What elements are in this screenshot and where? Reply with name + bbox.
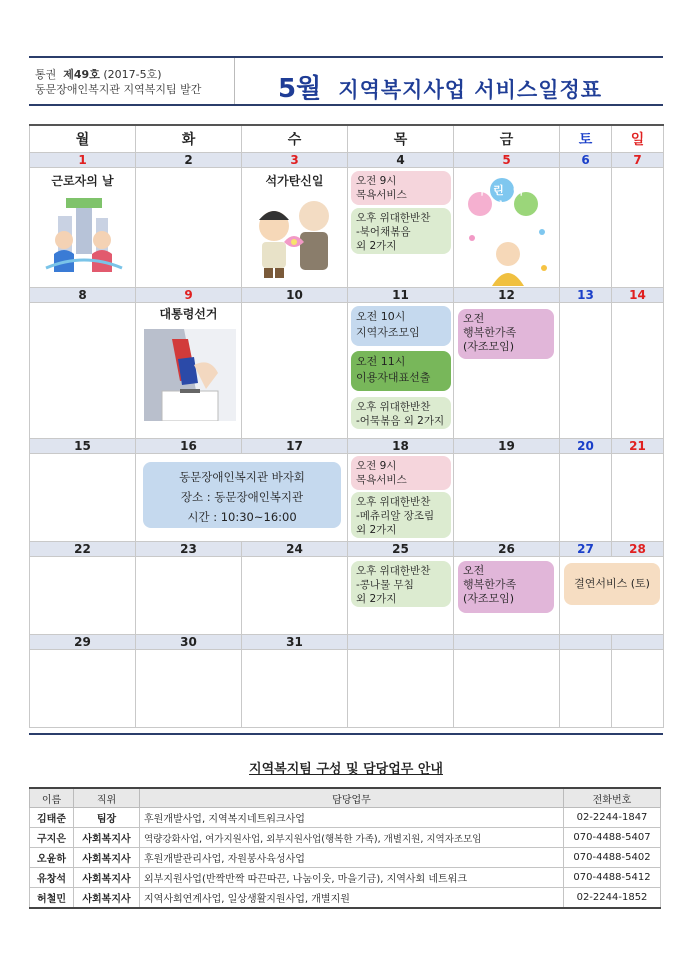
date-cell: 16 — [136, 439, 242, 454]
election-illustration — [144, 329, 236, 421]
date-cell: 29 — [30, 635, 136, 650]
date-cell: 28 — [612, 542, 664, 557]
date-cell: 2 — [136, 153, 242, 168]
event-side-dish: 오후 위대한반찬 -북어채볶음 외 2가지 — [351, 208, 451, 254]
date-cell — [348, 635, 454, 650]
day-cell — [30, 454, 136, 542]
staff-duties: 지역사회연계사업, 일상생활지원사업, 개별지원 — [140, 888, 564, 909]
labor-day-illustration — [44, 194, 124, 274]
day-cell — [242, 168, 348, 288]
date-cell: 27 — [560, 542, 612, 557]
date-cell: 30 — [136, 635, 242, 650]
day-cell — [560, 168, 612, 288]
date-cell: 18 — [348, 439, 454, 454]
staff-section-title: 지역복지팀 구성 및 담당업무 안내 — [249, 762, 443, 777]
day-cell — [454, 168, 560, 288]
childrens-day-text: 어린이날 — [473, 184, 533, 213]
staff-position: 사회복지사 — [74, 888, 140, 909]
issue-line: 통권 제49호 (2017-5호) — [35, 68, 162, 81]
date-cell: 31 — [242, 635, 348, 650]
weekday-thu: 목 — [348, 125, 454, 153]
date-cell: 17 — [242, 439, 348, 454]
event-happy-family: 오전 행복한가족 (자조모임) — [458, 309, 554, 359]
title-text: 지역복지사업 서비스일정표 — [338, 78, 603, 102]
day-cell — [242, 303, 348, 439]
date-cell: 9 — [136, 288, 242, 303]
staff-phone: 070-4488-5407 — [564, 828, 661, 848]
day-cell — [30, 650, 136, 728]
date-cell: 8 — [30, 288, 136, 303]
calendar-bottom-rule — [29, 733, 663, 735]
date-cell: 24 — [242, 542, 348, 557]
col-header-duties: 담당업무 — [140, 788, 564, 808]
day-cell — [454, 557, 560, 635]
date-cell: 21 — [612, 439, 664, 454]
childrens-day-illustration — [454, 168, 560, 288]
buddha-birthday-illustration — [248, 190, 340, 282]
bazaar-title: 동문장애인복지관 바자회 — [179, 470, 305, 484]
date-cell: 26 — [454, 542, 560, 557]
table-row — [30, 848, 661, 868]
date-cell: 20 — [560, 439, 612, 454]
staff-duties: 외부지원사업(반짝반짝 따끈따끈, 나눔이웃, 마을기금), 지역사회 네트워크 — [140, 868, 564, 888]
staff-duties: 역량강화사업, 여가지원사업, 외부지원사업(행복한 가족), 개별지원, 지역자조모임 — [140, 828, 564, 848]
date-cell — [612, 635, 664, 650]
staff-name: 유창석 — [30, 868, 74, 888]
weekday-sun: 일 — [612, 125, 664, 153]
day-cell — [612, 303, 664, 439]
weekday-tue: 화 — [136, 125, 242, 153]
day-cell — [348, 303, 454, 439]
day-cell — [242, 650, 348, 728]
date-cell: 7 — [612, 153, 664, 168]
day-cell — [348, 650, 454, 728]
event-bazaar — [143, 462, 341, 528]
day-cell — [136, 557, 242, 635]
day-cell — [30, 557, 136, 635]
bazaar-time: 시간 : 10:30~16:00 — [187, 510, 297, 524]
day-cell — [136, 454, 348, 542]
col-header-position: 직위 — [74, 788, 140, 808]
day-cell — [348, 557, 454, 635]
calendar — [29, 124, 664, 728]
event-bath-service: 오전 9시 목욕서비스 — [351, 456, 451, 490]
date-cell: 15 — [30, 439, 136, 454]
date-cell: 3 — [242, 153, 348, 168]
day-cell — [612, 454, 664, 542]
event-side-dish: 오후 위대한반찬 -메츄리알 장조림 외 2가지 — [351, 492, 451, 538]
weekday-sat: 토 — [560, 125, 612, 153]
staff-position: 사회복지사 — [74, 828, 140, 848]
date-cell: 6 — [560, 153, 612, 168]
day-cell — [454, 303, 560, 439]
holiday-label: 근로자의 날 — [51, 174, 114, 188]
staff-phone: 02-2244-1852 — [564, 888, 661, 909]
holiday-label: 석가탄신일 — [265, 174, 324, 188]
header-top-rule — [29, 56, 663, 58]
staff-position: 팀장 — [74, 808, 140, 828]
event-self-help-meeting: 오전 10시 지역자조모임 — [351, 306, 451, 346]
table-row — [30, 888, 661, 909]
header-divider — [234, 58, 235, 104]
day-cell — [348, 454, 454, 542]
issue-number: 제49호 — [63, 68, 100, 81]
event-bath-service: 오전 9시 목욕서비스 — [351, 171, 451, 205]
holiday-label: 대통령선거 — [159, 307, 218, 321]
staff-table — [29, 787, 661, 909]
staff-name: 허철민 — [30, 888, 74, 909]
staff-name: 구지은 — [30, 828, 74, 848]
date-cell: 10 — [242, 288, 348, 303]
date-cell: 4 — [348, 153, 454, 168]
staff-phone: 070-4488-5402 — [564, 848, 661, 868]
day-cell — [612, 650, 664, 728]
staff-duties: 후원개발사업, 지역복지네트워크사업 — [140, 808, 564, 828]
date-cell: 25 — [348, 542, 454, 557]
day-cell — [560, 650, 612, 728]
day-cell — [560, 303, 612, 439]
day-cell — [454, 454, 560, 542]
day-cell — [348, 168, 454, 288]
staff-phone: 070-4488-5412 — [564, 868, 661, 888]
issue-date: (2017-5호) — [103, 68, 162, 81]
weekday-wed: 수 — [242, 125, 348, 153]
date-cell: 22 — [30, 542, 136, 557]
col-header-phone: 전화번호 — [564, 788, 661, 808]
bazaar-place: 장소 : 동문장애인복지관 — [180, 490, 304, 504]
date-cell: 5 — [454, 153, 560, 168]
date-cell: 13 — [560, 288, 612, 303]
publisher: 동문장애인복지관 지역복지팀 발간 — [35, 83, 202, 96]
day-cell — [242, 557, 348, 635]
staff-duties: 후원개발관리사업, 자원봉사육성사업 — [140, 848, 564, 868]
day-cell — [560, 454, 612, 542]
staff-phone: 02-2244-1847 — [564, 808, 661, 828]
day-cell — [136, 650, 242, 728]
table-row — [30, 868, 661, 888]
day-cell — [560, 557, 664, 635]
date-cell: 12 — [454, 288, 560, 303]
event-side-dish: 오후 위대한반찬 -콩나물 무침 외 2가지 — [351, 561, 451, 607]
staff-position: 사회복지사 — [74, 848, 140, 868]
day-cell — [612, 168, 664, 288]
col-header-name: 이름 — [30, 788, 74, 808]
event-happy-family: 오전 행복한가족 (자조모임) — [458, 561, 554, 613]
day-cell — [136, 303, 242, 439]
event-side-dish: 오후 위대한반찬 -어묵볶음 외 2가지 — [351, 397, 451, 429]
table-row — [30, 808, 661, 828]
day-cell — [136, 168, 242, 288]
date-cell: 19 — [454, 439, 560, 454]
title-month: 5월 — [278, 74, 322, 104]
date-cell: 11 — [348, 288, 454, 303]
page-title — [278, 68, 602, 105]
staff-name: 김태준 — [30, 808, 74, 828]
event-representative-election: 오전 11시 이용자대표선출 — [351, 351, 451, 391]
staff-name: 오윤하 — [30, 848, 74, 868]
day-cell — [30, 168, 136, 288]
date-cell — [454, 635, 560, 650]
day-cell — [30, 303, 136, 439]
table-row — [30, 828, 661, 848]
day-cell — [454, 650, 560, 728]
date-cell: 1 — [30, 153, 136, 168]
staff-position: 사회복지사 — [74, 868, 140, 888]
event-sponsorship-service: 결연서비스 (토) — [564, 563, 660, 605]
date-cell: 23 — [136, 542, 242, 557]
date-cell — [560, 635, 612, 650]
date-cell: 14 — [612, 288, 664, 303]
weekday-mon: 월 — [30, 125, 136, 153]
weekday-fri: 금 — [454, 125, 560, 153]
